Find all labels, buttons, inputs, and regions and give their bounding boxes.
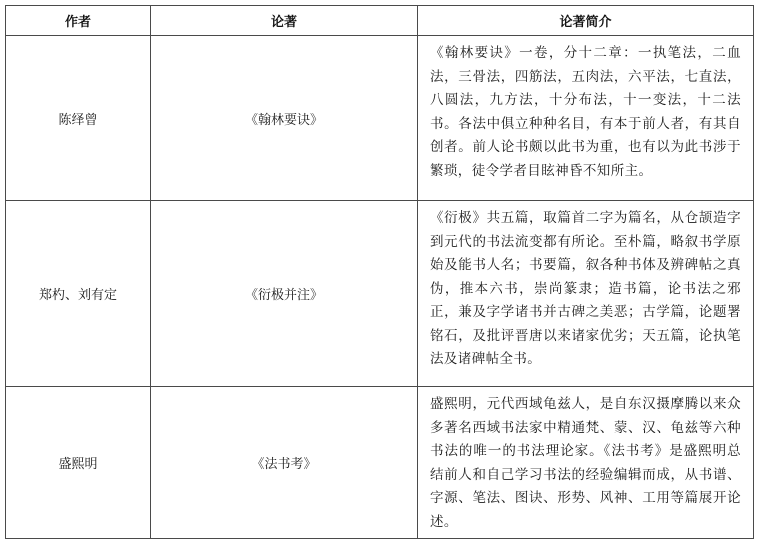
work-cell: 《翰林要诀》 (151, 36, 418, 201)
author-cell: 盛熙明 (6, 387, 151, 539)
author-cell: 陈绎曾 (6, 36, 151, 201)
intro-cell: 《衍极》共五篇，取篇首二字为篇名，从仓颉造字到元代的书法流变都有所论。至朴篇，略叙书学原始及能书人名；书要篇，叙各种书体及辨碑帖之真伪，推本六书，崇尚篆隶；造书篇，论书法之邪正，兼及字学诸书并古碑之美恶；古学篇，论题署铭石，及批评晋唐以来诸家优劣；天五篇，论执笔法及诸碑帖全书。 (418, 201, 754, 387)
header-intro: 论著简介 (418, 6, 754, 36)
table-row (6, 387, 754, 539)
work-cell: 《衍极并注》 (151, 201, 418, 387)
work-cell: 《法书考》 (151, 387, 418, 539)
works-table (5, 5, 754, 539)
header-row (6, 6, 754, 36)
author-cell: 郑杓、刘有定 (6, 201, 151, 387)
intro-cell: 盛熙明，元代西域龟兹人，是自东汉摄摩腾以来众多著名西域书法家中精通梵、蒙、汉、龟兹等六种书法的唯一的书法理论家。《法书考》是盛熙明总结前人和自己学习书法的经验编辑而成，从书谱、字源、笔法、图诀、形势、风神、工用等篇展开论述。 (418, 387, 754, 539)
header-author: 作者 (6, 6, 151, 36)
table-row (6, 36, 754, 201)
header-work: 论著 (151, 6, 418, 36)
table-row (6, 201, 754, 387)
intro-cell: 《翰林要诀》一卷，分十二章：一执笔法，二血法，三骨法，四筋法，五肉法，六平法，七直法，八圆法，九方法，十分布法，十一变法，十二法书。各法中俱立种种名目，有本于前人者，有其自创者。前人论书颇以此书为重，也有以为此书涉于繁琐，徒令学者目眩神昏不知所主。 (418, 36, 754, 201)
